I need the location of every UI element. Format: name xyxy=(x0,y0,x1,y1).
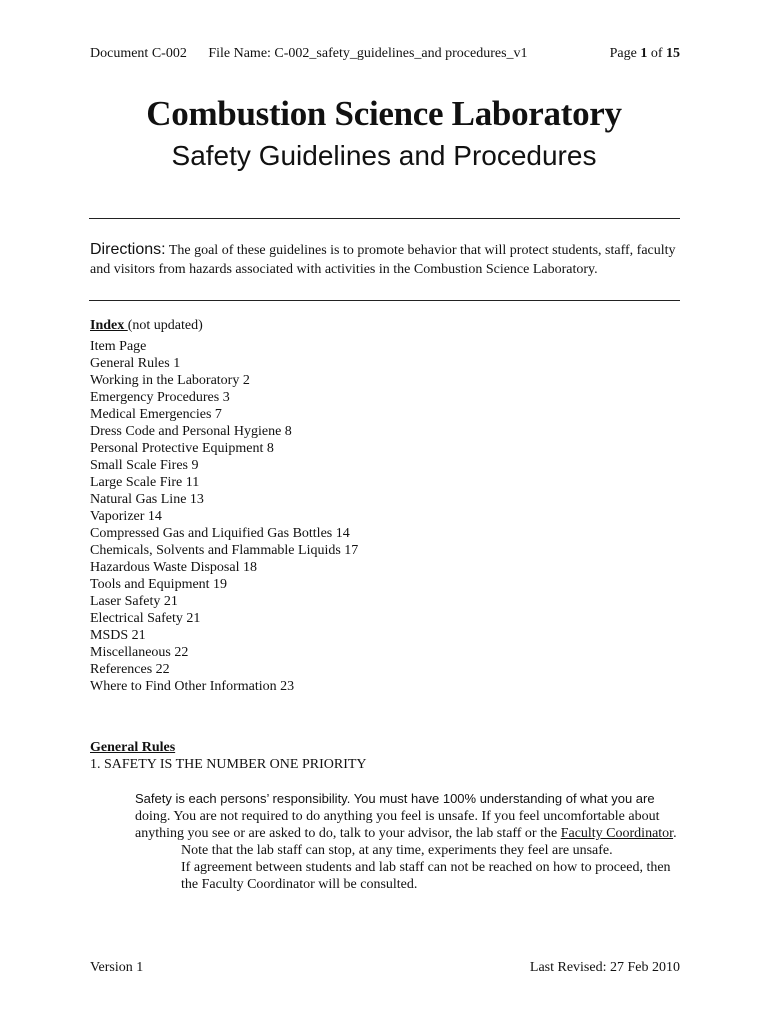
directions-label: Directions: xyxy=(90,241,166,258)
note-line-2: If agreement between students and lab staff can not be reached on how to proceed, then the Faculty Coordinator will be consulted. xyxy=(181,860,671,892)
page-header xyxy=(90,46,680,62)
index-item: Electrical Safety 21 xyxy=(90,611,201,626)
file-name: File Name: C-002_safety_guidelines_and procedures_v1 xyxy=(208,46,528,61)
index-item: Working in the Laboratory 2 xyxy=(90,373,250,388)
index-list xyxy=(90,338,680,695)
index-item: Miscellaneous 22 xyxy=(90,645,189,660)
safety-paragraph-sans: Safety is each persons’ responsibility. You must have 100% understanding of what you are xyxy=(135,791,655,806)
general-rules-section xyxy=(90,739,680,773)
index-item: Large Scale Fire 11 xyxy=(90,475,200,490)
directions-text: The goal of these guidelines is to promote behavior that will protect students, staff, faculty and visitors from hazards associated with activities in the Combustion Science Laboratory. xyxy=(90,243,676,277)
general-rules-heading: General Rules xyxy=(90,740,176,755)
index-item: Where to Find Other Information 23 xyxy=(90,679,295,694)
safety-paragraph-text: doing. You are not required to do anything you feel is unsafe. If you feel uncomfortable about anything you see or are asked to do, talk to your advisor, the lab staff or the xyxy=(135,809,660,841)
index-item: Hazardous Waste Disposal 18 xyxy=(90,560,257,575)
index-item: Dress Code and Personal Hygiene 8 xyxy=(90,424,292,439)
version-label: Version 1 xyxy=(90,960,144,975)
index-item: Medical Emergencies 7 xyxy=(90,407,222,422)
index-item: Small Scale Fires 9 xyxy=(90,458,199,473)
index-item: Compressed Gas and Liquified Gas Bottles 14 xyxy=(90,526,350,541)
page-prefix: Page xyxy=(609,46,641,61)
faculty-coordinator-link[interactable]: Faculty Coordinator xyxy=(560,826,674,841)
safety-paragraph-body xyxy=(135,790,680,842)
page-of: of xyxy=(647,46,666,61)
index-item: Emergency Procedures 3 xyxy=(90,390,230,405)
index-heading-line xyxy=(90,317,680,334)
index-item: Laser Safety 21 xyxy=(90,594,178,609)
last-revised: Last Revised: 27 Feb 2010 xyxy=(529,960,680,975)
safety-paragraph-end: . xyxy=(673,826,677,841)
divider-bottom xyxy=(89,300,680,301)
index-item: Tools and Equipment 19 xyxy=(90,577,228,592)
index-section xyxy=(90,317,680,695)
index-heading: Index xyxy=(90,318,128,333)
index-item: Personal Protective Equipment 8 xyxy=(90,441,274,456)
page-total: 15 xyxy=(666,46,680,61)
index-item: Item Page xyxy=(90,339,147,354)
divider-top xyxy=(89,218,680,219)
page-current: 1 xyxy=(640,46,648,61)
index-item: Natural Gas Line 13 xyxy=(90,492,204,507)
index-item: Chemicals, Solvents and Flammable Liquids 17 xyxy=(90,543,359,558)
safety-paragraph xyxy=(135,790,680,893)
page-footer xyxy=(90,960,680,976)
directions-block xyxy=(90,240,680,279)
note-line-1: Note that the lab staff can stop, at any time, experiments they feel are unsafe. xyxy=(181,843,613,858)
document-id: Document C-002 xyxy=(90,46,187,61)
document-title: Combustion Science Laboratory xyxy=(146,94,622,133)
header-left xyxy=(90,46,546,62)
index-item: General Rules 1 xyxy=(90,356,181,371)
document-subtitle: Safety Guidelines and Procedures xyxy=(171,140,597,171)
page-number xyxy=(610,46,680,62)
index-item: MSDS 21 xyxy=(90,628,146,643)
index-item: Vaporizer 14 xyxy=(90,509,162,524)
rule-1-heading: 1. SAFETY IS THE NUMBER ONE PRIORITY xyxy=(90,757,367,772)
index-item: References 22 xyxy=(90,662,170,677)
index-note: (not updated) xyxy=(127,318,203,333)
